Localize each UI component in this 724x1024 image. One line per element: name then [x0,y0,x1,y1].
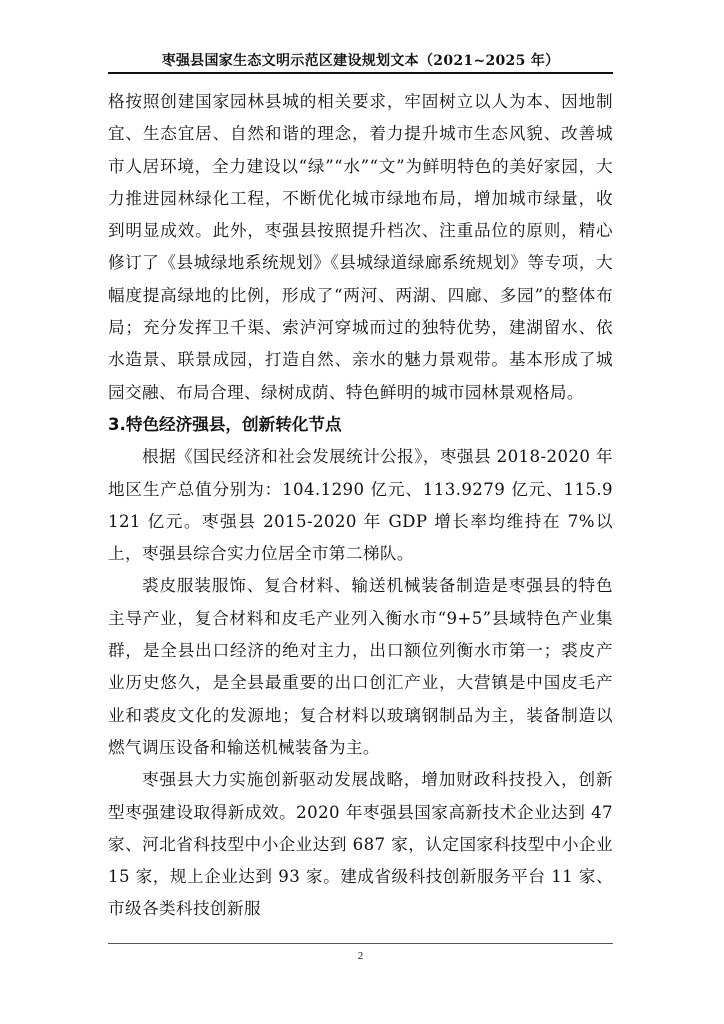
paragraph-industries: 裘皮服装服饰、复合材料、输送机械装备制造是枣强县的特色主导产业，复合材料和皮毛产业列入衡水市“9+5”县域特色产业集群，是全县出口经济的绝对主力，出口额位列衡水市第一；裘皮产业历史悠久，是全县最重要的出口创汇产业，大营镇是中国皮毛产业和裘皮文化的发源地；复合材料以玻璃钢制品为主，装备制造以燃气调压设备和输送机械装备为主。 [108,576,613,757]
paragraph-innovation: 枣强县大力实施创新驱动发展战略，增加财政科技投入，创新型枣强建设取得新成效。2020 年枣强县国家高新技术企业达到 47 家、河北省科技型中小企业达到 687 家，认定国家科技型中小企业 15 家，规上企业达到 93 家。建成省级科技创新服务平台 11 家、市级各类科技创新服 [108,770,613,919]
running-header-title: 枣强县国家生态文明示范区建设规划文本（2021~2025 年） [161,53,560,69]
footer-rule [108,943,613,944]
page-body [108,86,613,926]
page-number: 2 [357,950,364,962]
paragraph-gdp: 根据《国民经济和社会发展统计公报》，枣强县 2018-2020 年地区生产总值分别为：104.1290 亿元、113.9279 亿元、115.9121 亿元。枣强县 2015-2020 年 GDP 增长率均维持在 7%以上，枣强县综合实力位居全市第二梯队。 [108,447,613,564]
section-heading: 3.特色经济强县，创新转化节点 [108,414,342,434]
paragraph-green-city: 格按照创建国家园林县城的相关要求，牢固树立以人为本、因地制宜、生态宜居、自然和谐的理念，着力提升城市生态风貌、改善城市人居环境，全力建设以“绿”“水”“文”为鲜明特色的美好家园，大力推进园林绿化工程，不断优化城市绿地布局，增加城市绿量，收到明显成效。此外，枣强县按照提升档次、注重品位的原则，精心修订了《县城绿地系统规划》《县城绿道绿廊系统规划》等专项，大幅度提高绿地的比例，形成了“两河、两湖、四廊、多园”的整体布局；充分发挥卫千渠、索泸河穿城而过的独特优势，建湖留水、依水造景、联景成园，打造自然、亲水的魅力景观带。基本形成了城园交融、布局合理、绿树成荫、特色鲜明的城市园林景观格局。 [108,92,613,402]
header-rule [108,72,613,74]
